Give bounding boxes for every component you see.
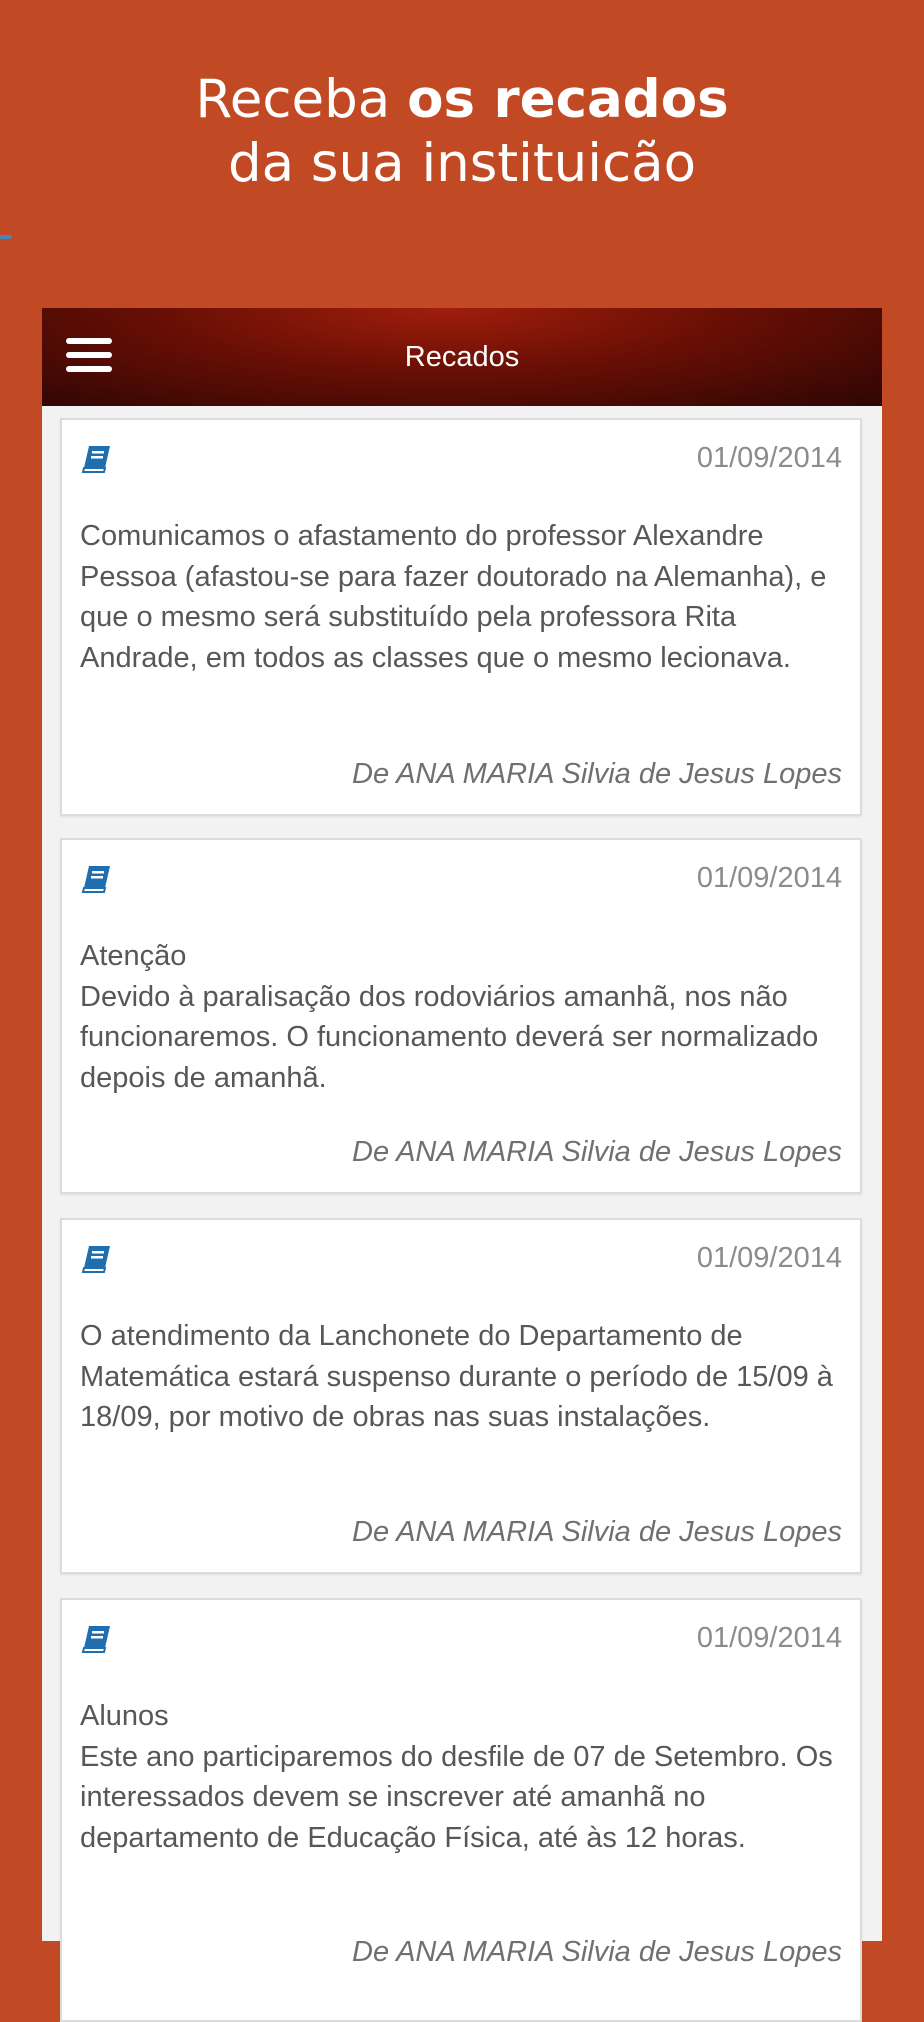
message-body: Atenção Devido à paralisação dos rodoviários amanhã, nos não funcionaremos. O funcionamento deverá ser normalizado depois de amanhã. xyxy=(80,940,819,1094)
app-screen xyxy=(42,308,882,1968)
book-icon xyxy=(80,1624,112,1654)
message-author: De ANA MARIA Silvia de Jesus Lopes xyxy=(352,1136,842,1168)
message-author: De ANA MARIA Silvia de Jesus Lopes xyxy=(352,1936,842,1968)
promo-headline-bold: os recados xyxy=(407,69,729,130)
message-body: O atendimento da Lanchonete do Departamento de Matemática estará suspenso durante o período de 15/09 à 18/09, por motivo de obras nas suas instalações. xyxy=(80,1320,833,1433)
book-icon xyxy=(80,444,112,474)
message-date: 01/09/2014 xyxy=(696,1242,842,1274)
message-body: Alunos Este ano participaremos do desfile de 07 de Setembro. Os interessados devem se inscrever até amanhã no departamento de Educação Física, até às 12 horas. xyxy=(80,1700,833,1854)
message-author: De ANA MARIA Silvia de Jesus Lopes xyxy=(352,758,842,790)
message-card[interactable] xyxy=(60,838,862,1194)
promo-headline-line-2: da sua instituicão xyxy=(227,133,697,194)
promo-headline-line-1 xyxy=(0,68,924,132)
message-date: 01/09/2014 xyxy=(696,1622,842,1654)
messages-list[interactable] xyxy=(42,406,882,1968)
message-card[interactable] xyxy=(60,1598,862,2022)
promo-headline xyxy=(0,68,924,196)
message-card[interactable] xyxy=(60,418,862,816)
message-date: 01/09/2014 xyxy=(696,862,842,894)
edge-decoration xyxy=(0,235,12,239)
app-bar xyxy=(42,308,882,406)
app-bar-title: Recados xyxy=(404,341,520,373)
book-icon xyxy=(80,864,112,894)
promo-headline-regular: Receba xyxy=(195,69,408,130)
message-body: Comunicamos o afastamento do professor Alexandre Pessoa (afastou-se para fazer doutorado na Alemanha), e que o mesmo será substituído pela professora Rita Andrade, em todos as classes que o mesmo lecionava. xyxy=(80,520,827,674)
book-icon xyxy=(80,1244,112,1274)
message-card[interactable] xyxy=(60,1218,862,1574)
message-date: 01/09/2014 xyxy=(696,442,842,474)
message-author: De ANA MARIA Silvia de Jesus Lopes xyxy=(352,1516,842,1548)
